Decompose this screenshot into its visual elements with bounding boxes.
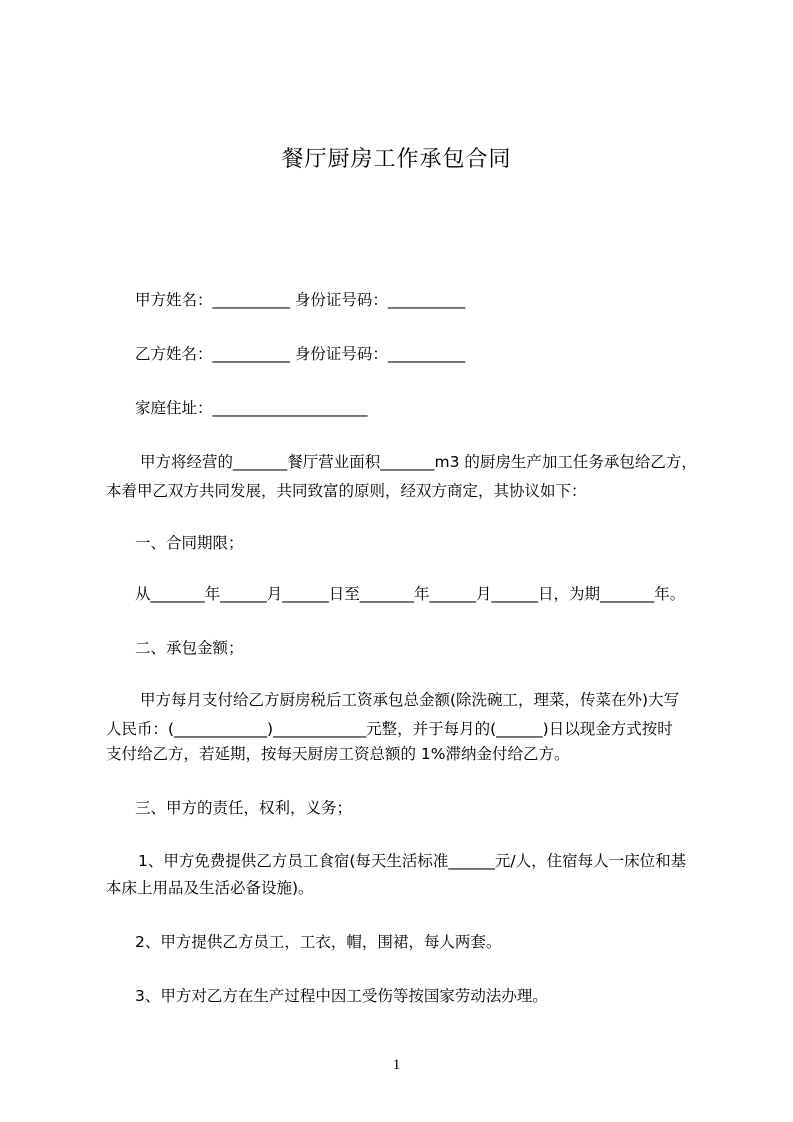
section-1-heading: 一、合同期限； (135, 534, 244, 552)
duty-item-1-line-2: 本床上用品及生活必备设施)。 (106, 879, 314, 897)
section-2-heading: 二、承包金额； (135, 639, 244, 657)
duty-item-1-line-1: 1、甲方免费提供乙方员工食宿(每天生活标准______元/人，住宿每人一床位和基 (138, 852, 687, 870)
page-title: 餐厅厨房工作承包合同 (281, 147, 512, 172)
intro-line-1: 甲方将经营的_______餐厅营业面积_______m3 的厨房生产加工任务承包给乙方， (140, 453, 697, 471)
amount-line-2: 人民币：(____________)____________元整，并于每月的(______)日以现金方式按时 (106, 720, 673, 738)
intro-line-2: 本着甲乙双方共同发展，共同致富的原则，经双方商定，其协议如下： (106, 482, 587, 500)
duty-item-3: 3、甲方对乙方在生产过程中因工受伤等按国家劳动法办理。 (135, 987, 548, 1005)
amount-line-3: 支付给乙方，若延期，按每天厨房工资总额的 1%滞纳金付给乙方。 (106, 745, 570, 763)
contract-term-line: 从_______年______月______日至_______年______月______日，为期_______年。 (135, 585, 686, 603)
party-b-line: 乙方姓名：__________ 身份证号码：__________ (135, 345, 466, 363)
amount-line-1: 甲方每月支付给乙方厨房税后工资承包总金额(除洗碗工，理菜，传菜在外)大写 (140, 691, 680, 709)
section-3-heading: 三、甲方的责任，权利，义务； (135, 799, 353, 817)
address-line: 家庭住址：____________________ (135, 399, 368, 417)
page-number: 1 (392, 1057, 401, 1073)
duty-item-2: 2、甲方提供乙方员工，工衣，帽，围裙，每人两套。 (135, 933, 502, 951)
party-a-line: 甲方姓名：__________ 身份证号码：__________ (135, 291, 466, 309)
